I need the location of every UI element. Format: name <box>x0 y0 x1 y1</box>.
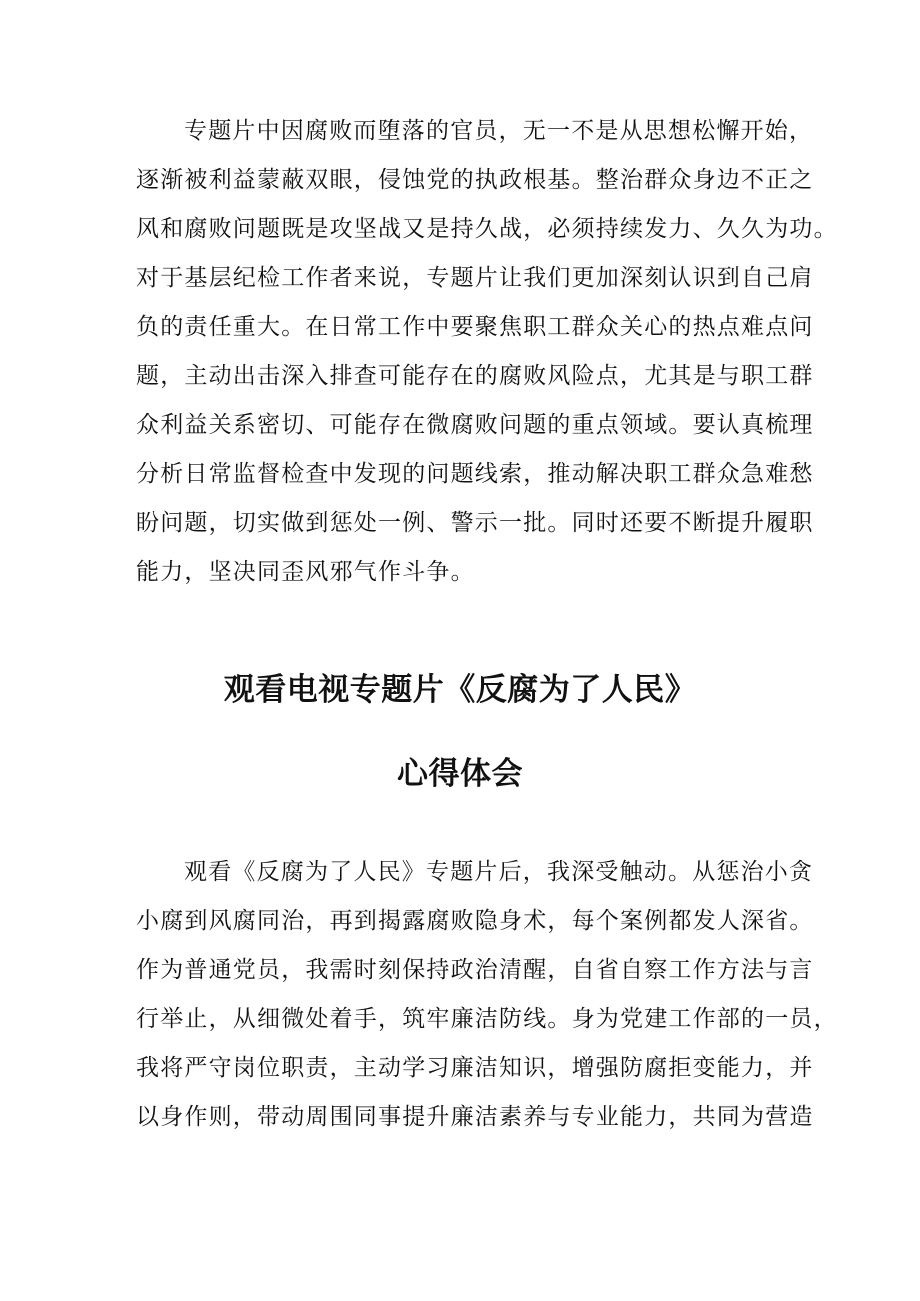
paragraph-line: 逐渐被利益蒙蔽双眼，侵蚀党的执政根基。整治群众身边不正之 <box>136 167 814 193</box>
paragraph-line: 众利益关系密切、可能存在微腐败问题的重点领域。要认真梳理 <box>136 412 814 438</box>
paragraph-line: 题，主动出击深入排查可能存在的腐败风险点，尤其是与职工群 <box>136 363 814 389</box>
paragraph-line: 以身作则，带动周围同事提升廉洁素养与专业能力，共同为营造 <box>136 1104 814 1130</box>
paragraph-line: 盼问题，切实做到惩处一例、警示一批。同时还要不断提升履职 <box>136 510 814 536</box>
paragraph-line: 负的责任重大。在日常工作中要聚焦职工群众关心的热点难点问 <box>136 314 814 340</box>
paragraph-line: 行举止，从细微处着手，筑牢廉洁防线。身为党建工作部的一员， <box>136 1006 838 1032</box>
paragraph-line: 我将严守岗位职责，主动学习廉洁知识，增强防腐拒变能力，并 <box>136 1055 814 1081</box>
body-paragraph-2 <box>136 848 838 1142</box>
document-title: 观看电视专题片《反腐为了人民》 <box>223 672 697 708</box>
paragraph-line: 风和腐败问题既是攻坚战又是持久战，必须持续发力、久久为功。 <box>136 216 838 242</box>
paragraph-line: 作为普通党员，我需时刻保持政治清醒，自省自察工作方法与言 <box>136 957 814 983</box>
document-subtitle: 心得体会 <box>397 756 523 792</box>
paragraph-line: 对于基层纪检工作者来说，专题片让我们更加深刻认识到自己肩 <box>136 265 814 291</box>
paragraph-line: 观看《反腐为了人民》专题片后，我深受触动。从惩治小贪 <box>184 859 814 885</box>
paragraph-line: 小腐到风腐同治，再到揭露腐败隐身术，每个案例都发人深省。 <box>136 908 814 934</box>
body-paragraph-1 <box>136 107 838 597</box>
paragraph-line: 能力，坚决同歪风邪气作斗争。 <box>136 559 475 585</box>
paragraph-line: 分析日常监督检查中发现的问题线索，推动解决职工群众急难愁 <box>136 461 814 487</box>
paragraph-line: 专题片中因腐败而堕落的官员，无一不是从思想松懈开始， <box>184 118 814 144</box>
